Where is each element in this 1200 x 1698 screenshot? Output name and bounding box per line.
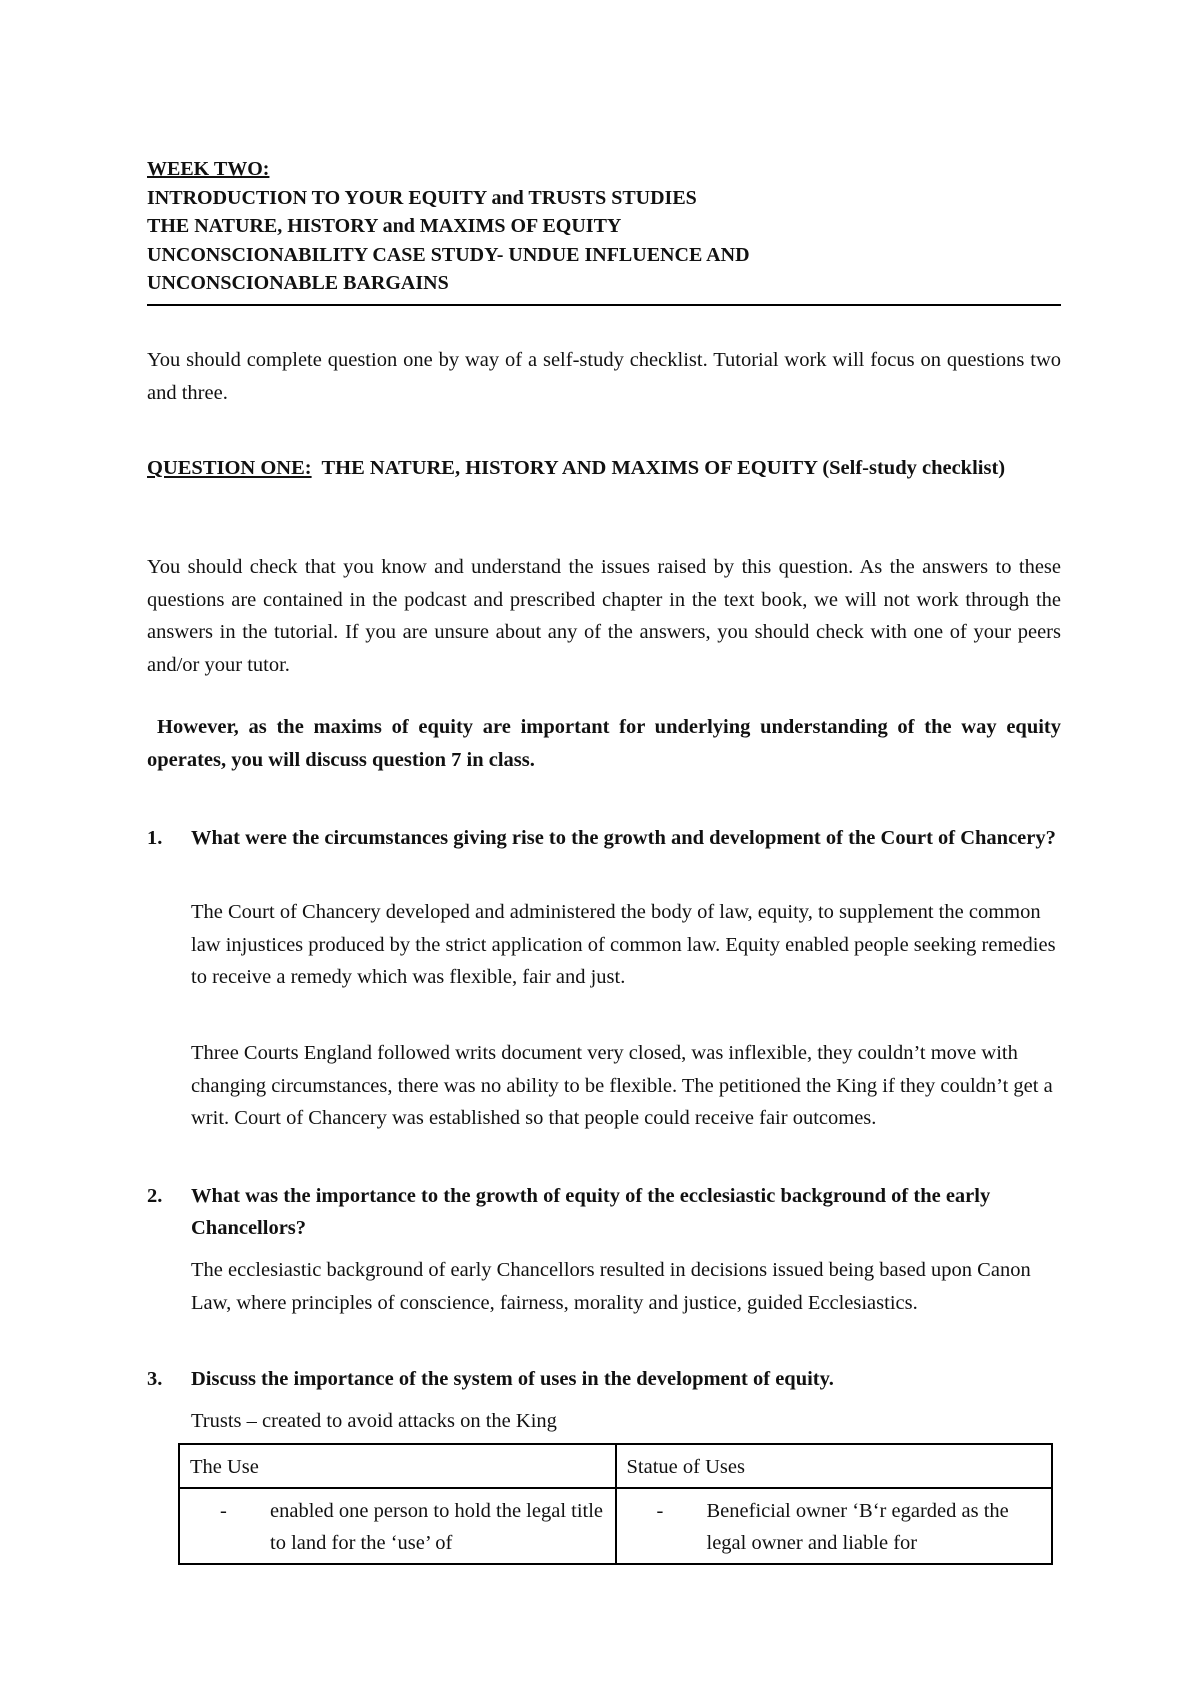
table-cell-right [616,1488,1053,1564]
table-cell-text: enabled one person to hold the legal title to land for the ‘use’ of [270,1500,604,1554]
question-1-number: 1. [147,827,163,849]
heading-line-3: THE NATURE, HISTORY and MAXIMS OF EQUITY [147,215,622,237]
question-1-answer-2: Three Courts England followed writs document very closed, was inflexible, they couldn’t move with changing circumstances, there was no ability to be flexible. The petitioned the King if they couldn’t get a writ. Court of Chancery was established so that people could receive fair outcomes. [191,1042,1053,1129]
question-3-text: Discuss the importance of the system of uses in the development of equity. [191,1368,834,1390]
table-cell-left [179,1488,616,1564]
question-one-heading [147,452,1061,485]
question-one-label: QUESTION ONE: [147,457,312,479]
heading-line-2: INTRODUCTION TO YOUR EQUITY and TRUSTS STUDIES [147,186,697,209]
heading-line-4: UNCONSCIONABILITY CASE STUDY- UNDUE INFLUENCE AND [147,243,750,266]
question-one-title: THE NATURE, HISTORY AND MAXIMS OF EQUITY (Self-study checklist) [321,457,1006,479]
question-3-number: 3. [147,1368,163,1390]
document-heading [147,155,1061,306]
question-2-answer-1: The ecclesiastic background of early Chancellors resulted in decisions issued being based upon Canon Law, where principles of conscience, fairness, morality and justice, guided Ecclesiastics. [191,1259,1031,1314]
check-paragraph: You should check that you know and understand the issues raised by this question. As the answers to these questions are contained in the podcast and prescribed chapter in the text book, we will not work through the answers in the tutorial. If you are unsure about any of the answers, you should check with one of your peers and/or your tutor. [147,556,1061,676]
question-1-text: What were the circumstances giving rise to the growth and development of the Court of Chancery? [191,827,1056,849]
table-header-cell: The Use [179,1444,616,1488]
heading-line-5: UNCONSCIONABLE BARGAINS [147,272,449,294]
question-1-answer-1: The Court of Chancery developed and administered the body of law, equity, to supplement the common law injustices produced by the strict application of common law. Equity enabled people seeking remedies to receive a remedy which was flexible, fair and just. [191,901,1056,988]
table-row [179,1488,1052,1564]
however-paragraph: However, as the maxims of equity are important for underlying understanding of the way equity operates, you will discuss question 7 in class. [147,716,1061,771]
intro-paragraph: You should complete question one by way of a self-study checklist. Tutorial work will focus on questions two and three. [147,349,1061,404]
uses-table [178,1443,1053,1565]
table-cell-text: Beneficial owner ‘B‘r egarded as the legal owner and liable for [706,1500,1009,1554]
table-header-row [179,1444,1052,1488]
bullet-dash: - [220,1500,227,1522]
heading-week: WEEK TWO: [147,158,270,180]
question-3-answer-1: Trusts – created to avoid attacks on the King [191,1410,557,1432]
table-header-cell: Statue of Uses [616,1444,1053,1488]
question-2-number: 2. [147,1185,163,1207]
bullet-dash: - [656,1500,664,1522]
question-2-text: What was the importance to the growth of equity of the ecclesiastic background of the early Chancellors? [191,1185,991,1239]
